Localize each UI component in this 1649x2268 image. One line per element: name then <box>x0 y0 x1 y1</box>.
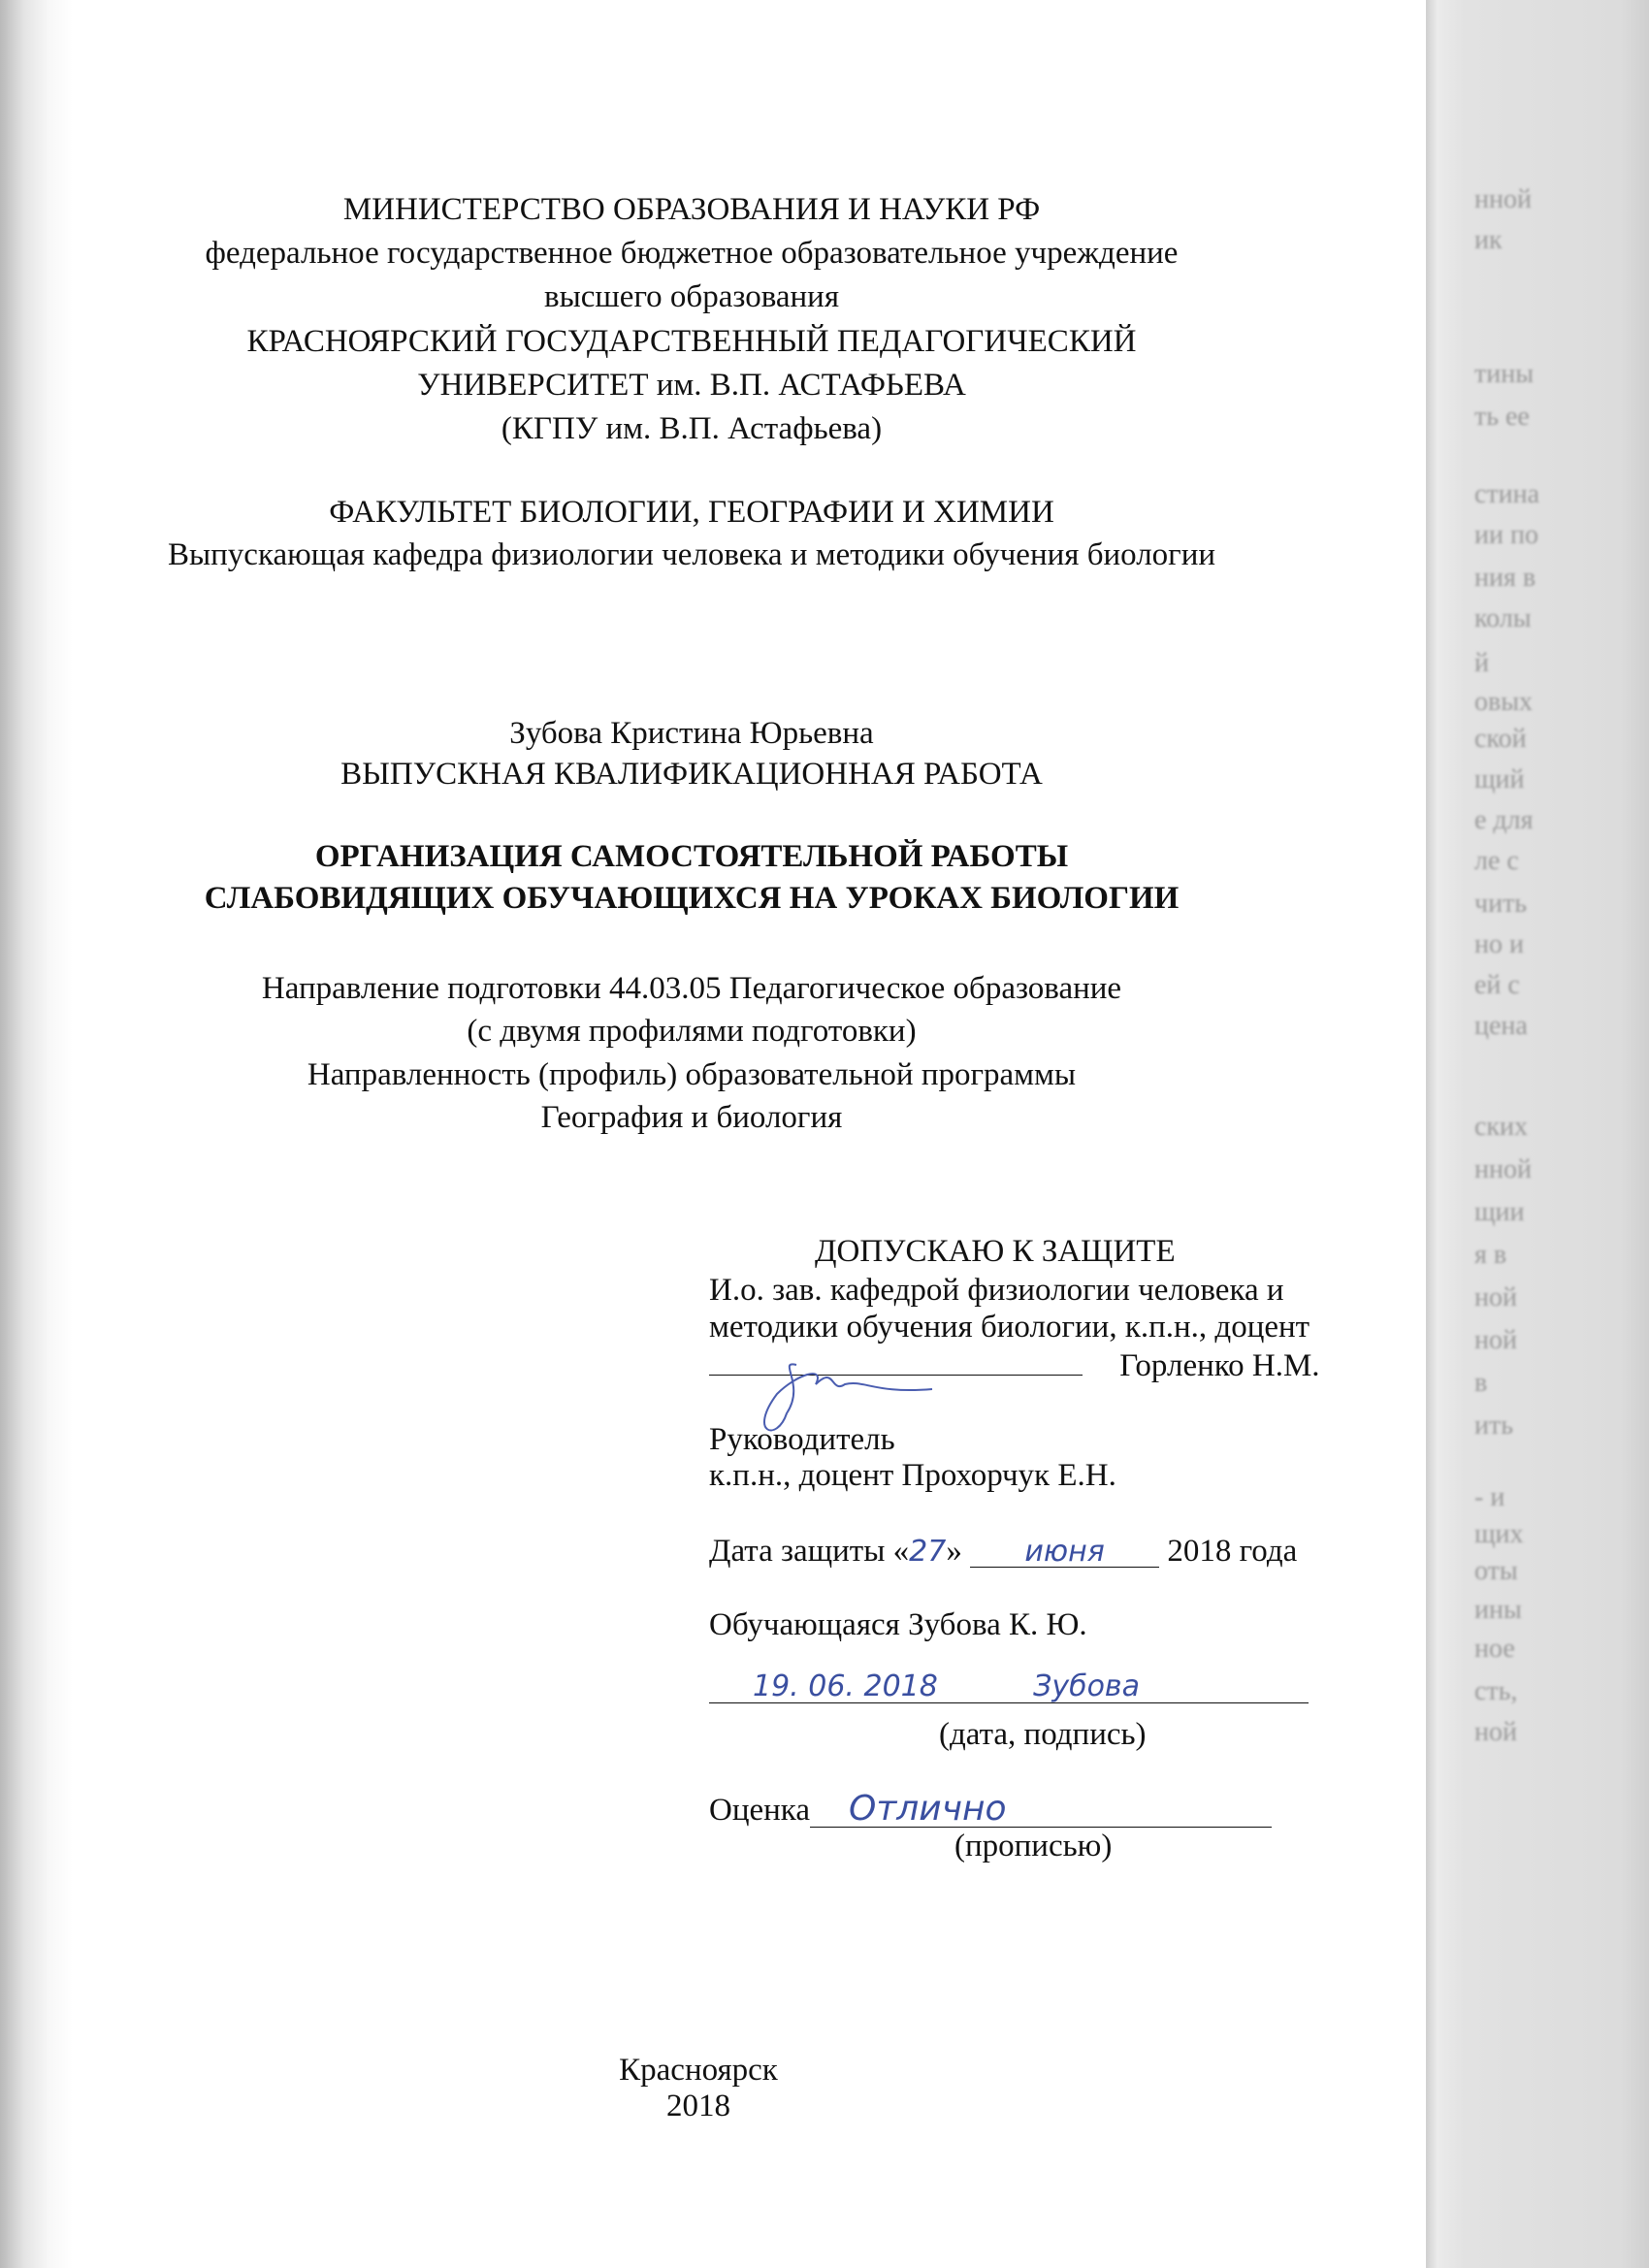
university-name: КРАСНОЯРСКИЙ ГОСУДАРСТВЕННЫЙ ПЕДАГОГИЧЕСКИЙ <box>246 324 1137 359</box>
grade-label: Оценка <box>709 1793 810 1828</box>
bleed-through-text: нной <box>1474 1154 1532 1184</box>
bleed-through-text: сть, <box>1474 1676 1518 1706</box>
bleed-through-text: щих <box>1474 1519 1524 1549</box>
bleed-through-text: е для <box>1474 805 1534 835</box>
bleed-through-text: ии по <box>1474 520 1538 550</box>
author: Зубова Кристина Юрьевна <box>509 716 874 751</box>
institution-type: федеральное государственное бюджетное образовательное учреждение <box>205 236 1179 271</box>
bleed-through-text: стина <box>1474 479 1540 509</box>
bleed-through-text: щий <box>1474 764 1525 794</box>
institution-type-2: высшего образования <box>544 279 839 314</box>
date-sign-caption: (дата, подпись) <box>939 1717 1147 1752</box>
bleed-through-text: тины <box>1474 359 1535 389</box>
faculty: ФАКУЛЬТЕТ БИОЛОГИИ, ГЕОГРАФИИ И ХИМИИ <box>329 495 1054 530</box>
head-position-2: методики обучения биологии, к.п.н., доцент <box>709 1310 1310 1345</box>
bleed-through-text: ских <box>1474 1112 1529 1142</box>
profile: Направленность (профиль) образовательной программы <box>307 1057 1077 1092</box>
student-signature: Зубова <box>1033 1669 1141 1703</box>
bleed-through-text: ле с <box>1474 846 1519 876</box>
ministry: МИНИСТЕРСТВО ОБРАЗОВАНИЯ И НАУКИ РФ <box>342 192 1041 227</box>
bleed-through-text: в <box>1474 1368 1488 1398</box>
defense-label: Дата защиты « <box>709 1534 910 1569</box>
bleed-through-text: но и <box>1474 929 1524 959</box>
work-title-2: СЛАБОВИДЯЩИХ ОБУЧАЮЩИХСЯ НА УРОКАХ БИОЛОГИИ <box>204 881 1180 916</box>
defense-year: 2018 года <box>1167 1534 1298 1569</box>
student-sign-line <box>709 1670 1309 1703</box>
bleed-through-text: нной <box>1474 184 1532 214</box>
bleed-through-text: ской <box>1474 724 1527 754</box>
grade-text: Отлично <box>848 1789 1007 1829</box>
department: Выпускающая кафедра физиологии человека и методики обучения биологии <box>167 537 1216 572</box>
bleed-through-text: ной <box>1474 1325 1517 1355</box>
bleed-through-text: оты <box>1474 1556 1518 1586</box>
direction-2: (с двумя профилями подготовки) <box>467 1014 917 1049</box>
grade-value <box>810 1789 1272 1829</box>
university-name-2: УНИВЕРСИТЕТ им. В.П. АСТАФЬЕВА <box>417 368 966 403</box>
city: Красноярск <box>619 2053 778 2088</box>
approval-heading: ДОПУСКАЮ К ЗАЩИТЕ <box>815 1234 1176 1269</box>
bleed-through-text: ик <box>1474 225 1503 255</box>
bleed-through-text: ния в <box>1474 563 1536 593</box>
year: 2018 <box>666 2089 730 2123</box>
student-date: 19. 06. 2018 <box>753 1669 938 1703</box>
bleed-through-text: ей с <box>1474 970 1520 1000</box>
bleed-through-text: щии <box>1474 1197 1525 1227</box>
defense-date <box>709 1536 1297 1568</box>
bleed-through-text: чить <box>1474 889 1528 919</box>
supervisor: к.п.н., доцент Прохорчук Е.Н. <box>709 1458 1116 1493</box>
grade <box>709 1789 1272 1829</box>
bleed-through-text: цена <box>1474 1011 1528 1041</box>
university-short: (КГПУ им. В.П. Астафьева) <box>501 411 883 446</box>
bleed-through-text: ины <box>1474 1595 1522 1625</box>
defense-month: июня <box>970 1538 1159 1568</box>
bleed-through-text: ть ее <box>1474 402 1530 432</box>
bleed-through-text: ной <box>1474 1282 1517 1312</box>
grade-caption: (прописью) <box>954 1829 1113 1863</box>
bleed-through-text: колы <box>1474 603 1532 633</box>
head-position: И.о. зав. кафедрой физиологии человека и <box>709 1273 1284 1308</box>
date-signature-field <box>709 1670 1309 1703</box>
student: Обучающаяся Зубова К. Ю. <box>709 1607 1087 1642</box>
signature-field <box>709 1375 1083 1376</box>
defense-day: 27 <box>909 1535 947 1569</box>
bleed-through-text: ной <box>1474 1717 1517 1747</box>
bleed-through-text: ное <box>1474 1634 1515 1664</box>
supervisor-label: Руководитель <box>709 1422 895 1457</box>
work-type: ВЫПУСКНАЯ КВАЛИФИКАЦИОННАЯ РАБОТА <box>340 757 1043 792</box>
quote-close: » <box>946 1534 962 1569</box>
head-name: Горленко Н.М. <box>1119 1348 1320 1383</box>
profile-2: География и биология <box>540 1100 843 1135</box>
bleed-through-text: - и <box>1474 1482 1505 1512</box>
work-title: ОРГАНИЗАЦИЯ САМОСТОЯТЕЛЬНОЙ РАБОТЫ <box>314 839 1069 874</box>
bleed-through-text: й <box>1474 648 1489 678</box>
bleed-through-text: я в <box>1474 1240 1507 1270</box>
bleed-through-text: овых <box>1474 687 1534 717</box>
head-signature-line <box>709 1350 1320 1382</box>
direction: Направление подготовки 44.03.05 Педагогическое образование <box>261 971 1122 1006</box>
bleed-through-text: ить <box>1474 1410 1513 1441</box>
next-page-edge <box>1426 0 1649 2268</box>
